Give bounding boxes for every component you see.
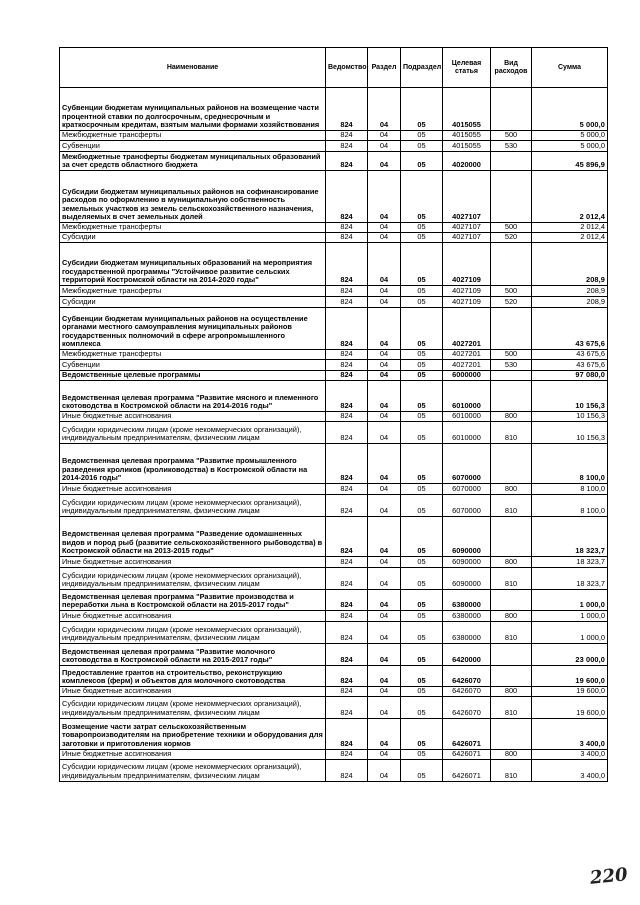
cell-exptype bbox=[491, 152, 532, 171]
cell-name: Межбюджетные трансферты bbox=[60, 286, 326, 297]
cell-sum: 1 000,0 bbox=[532, 622, 608, 644]
table-row bbox=[60, 568, 608, 590]
cell-exptype: 800 bbox=[491, 611, 532, 622]
table-row bbox=[60, 484, 608, 495]
cell-dept: 824 bbox=[326, 233, 368, 243]
cell-exptype: 520 bbox=[491, 233, 532, 243]
cell-exptype: 810 bbox=[491, 422, 532, 444]
cell-subsection: 05 bbox=[401, 88, 443, 131]
cell-name: Субсидии бюджетам муниципальных районов на софинансирование расходов по оформлению в муниципальную собственность земельных участков из земель сельскохозяйственного назначения, выделяемых в счет земельных долей bbox=[60, 171, 326, 223]
cell-section: 04 bbox=[368, 233, 401, 243]
cell-name: Межбюджетные трансферты bbox=[60, 131, 326, 141]
cell-exptype: 500 bbox=[491, 286, 532, 297]
cell-dept: 824 bbox=[326, 141, 368, 152]
cell-sum: 5 000,0 bbox=[532, 88, 608, 131]
cell-exptype: 800 bbox=[491, 412, 532, 422]
cell-section: 04 bbox=[368, 484, 401, 495]
cell-section: 04 bbox=[368, 422, 401, 444]
cell-name: Субсидии юридическим лицам (кроме некоммерческих организаций), индивидуальным предпринимателям, физическим лицам bbox=[60, 622, 326, 644]
cell-sum: 8 100,0 bbox=[532, 484, 608, 495]
cell-exptype bbox=[491, 718, 532, 749]
cell-dept: 824 bbox=[326, 422, 368, 444]
cell-article: 4015055 bbox=[443, 88, 491, 131]
table-row bbox=[60, 360, 608, 371]
table-row bbox=[60, 350, 608, 360]
table-row bbox=[60, 233, 608, 243]
cell-exptype: 520 bbox=[491, 297, 532, 308]
cell-section: 04 bbox=[368, 381, 401, 412]
cell-sum: 5 000,0 bbox=[532, 131, 608, 141]
header-name: Наименование bbox=[60, 48, 326, 88]
cell-article: 6070000 bbox=[443, 484, 491, 495]
cell-exptype bbox=[491, 644, 532, 666]
cell-sum: 3 400,0 bbox=[532, 759, 608, 781]
table-row bbox=[60, 88, 608, 131]
cell-sum: 18 323,7 bbox=[532, 557, 608, 568]
cell-dept: 824 bbox=[326, 644, 368, 666]
header-subsection: Подраздел bbox=[401, 48, 443, 88]
cell-name: Межбюджетные трансферты bbox=[60, 350, 326, 360]
cell-section: 04 bbox=[368, 286, 401, 297]
cell-name: Субвенции бюджетам муниципальных районов на возмещение части процентной ставки по долгосрочным, среднесрочным и краткосрочным кредитам, взятым малыми формами хозяйствования bbox=[60, 88, 326, 131]
cell-sum: 3 400,0 bbox=[532, 749, 608, 759]
cell-sum: 208,9 bbox=[532, 297, 608, 308]
cell-dept: 824 bbox=[326, 171, 368, 223]
cell-dept: 824 bbox=[326, 611, 368, 622]
cell-sum: 8 100,0 bbox=[532, 495, 608, 517]
cell-article: 4027201 bbox=[443, 350, 491, 360]
cell-subsection: 05 bbox=[401, 141, 443, 152]
cell-name: Субсидии юридическим лицам (кроме некоммерческих организаций), индивидуальным предпринимателям, физическим лицам bbox=[60, 759, 326, 781]
budget-table-page bbox=[59, 47, 607, 782]
cell-section: 04 bbox=[368, 718, 401, 749]
cell-section: 04 bbox=[368, 568, 401, 590]
cell-section: 04 bbox=[368, 749, 401, 759]
cell-sum: 1 000,0 bbox=[532, 611, 608, 622]
budget-table bbox=[59, 47, 608, 782]
cell-sum: 2 012,4 bbox=[532, 223, 608, 233]
cell-subsection: 05 bbox=[401, 233, 443, 243]
cell-exptype: 500 bbox=[491, 350, 532, 360]
cell-article: 6426071 bbox=[443, 718, 491, 749]
cell-exptype bbox=[491, 243, 532, 286]
cell-exptype bbox=[491, 444, 532, 484]
cell-subsection: 05 bbox=[401, 590, 443, 611]
table-row bbox=[60, 749, 608, 759]
cell-article: 4015055 bbox=[443, 141, 491, 152]
cell-section: 04 bbox=[368, 171, 401, 223]
cell-subsection: 05 bbox=[401, 484, 443, 495]
cell-name: Иные бюджетные ассигнования bbox=[60, 749, 326, 759]
cell-name: Ведомственная целевая программа "Развитие мясного и племенного скотоводства в Костромской области на 2014-2016 годы" bbox=[60, 381, 326, 412]
cell-article: 6380000 bbox=[443, 590, 491, 611]
cell-dept: 824 bbox=[326, 381, 368, 412]
cell-article: 6010000 bbox=[443, 381, 491, 412]
cell-subsection: 05 bbox=[401, 749, 443, 759]
cell-subsection: 05 bbox=[401, 444, 443, 484]
cell-exptype: 500 bbox=[491, 223, 532, 233]
cell-name: Иные бюджетные ассигнования bbox=[60, 557, 326, 568]
cell-dept: 824 bbox=[326, 360, 368, 371]
cell-article: 4027107 bbox=[443, 233, 491, 243]
cell-section: 04 bbox=[368, 88, 401, 131]
table-row bbox=[60, 412, 608, 422]
cell-name: Межбюджетные трансферты bbox=[60, 223, 326, 233]
cell-sum: 97 080,0 bbox=[532, 371, 608, 381]
cell-article: 6090000 bbox=[443, 557, 491, 568]
cell-dept: 824 bbox=[326, 759, 368, 781]
table-header-row bbox=[60, 48, 608, 88]
cell-exptype: 810 bbox=[491, 696, 532, 718]
cell-subsection: 05 bbox=[401, 422, 443, 444]
cell-dept: 824 bbox=[326, 297, 368, 308]
header-article: Целевая статья bbox=[443, 48, 491, 88]
table-row bbox=[60, 517, 608, 557]
table-row bbox=[60, 687, 608, 697]
cell-dept: 824 bbox=[326, 444, 368, 484]
cell-name: Возмещение части затрат сельскохозяйственным товаропроизводителям на приобретение техники и оборудования для заготовки и приготовления кормов bbox=[60, 718, 326, 749]
cell-exptype: 800 bbox=[491, 557, 532, 568]
cell-subsection: 05 bbox=[401, 412, 443, 422]
cell-sum: 1 000,0 bbox=[532, 590, 608, 611]
cell-dept: 824 bbox=[326, 622, 368, 644]
cell-subsection: 05 bbox=[401, 517, 443, 557]
cell-article: 4027107 bbox=[443, 171, 491, 223]
table-row bbox=[60, 718, 608, 749]
cell-sum: 43 675,6 bbox=[532, 360, 608, 371]
cell-dept: 824 bbox=[326, 517, 368, 557]
cell-subsection: 05 bbox=[401, 171, 443, 223]
table-row bbox=[60, 131, 608, 141]
cell-sum: 19 600,0 bbox=[532, 666, 608, 687]
cell-subsection: 05 bbox=[401, 381, 443, 412]
cell-subsection: 05 bbox=[401, 350, 443, 360]
cell-article: 6380000 bbox=[443, 622, 491, 644]
cell-name: Субсидии bbox=[60, 297, 326, 308]
cell-subsection: 05 bbox=[401, 243, 443, 286]
cell-name: Субсидии юридическим лицам (кроме некоммерческих организаций), индивидуальным предпринимателям, физическим лицам bbox=[60, 495, 326, 517]
cell-dept: 824 bbox=[326, 718, 368, 749]
table-row bbox=[60, 308, 608, 350]
header-dept: Ведомство bbox=[326, 48, 368, 88]
table-row bbox=[60, 297, 608, 308]
cell-sum: 18 323,7 bbox=[532, 517, 608, 557]
table-row bbox=[60, 759, 608, 781]
cell-name: Субсидии юридическим лицам (кроме некоммерческих организаций), индивидуальным предпринимателям, физическим лицам bbox=[60, 568, 326, 590]
cell-sum: 208,9 bbox=[532, 286, 608, 297]
cell-dept: 824 bbox=[326, 223, 368, 233]
cell-exptype: 530 bbox=[491, 141, 532, 152]
header-section: Раздел bbox=[368, 48, 401, 88]
cell-name: Иные бюджетные ассигнования bbox=[60, 484, 326, 495]
cell-dept: 824 bbox=[326, 484, 368, 495]
cell-article: 6426070 bbox=[443, 687, 491, 697]
cell-name: Ведомственная целевая программа "Развитие промышленного разведения кроликов (кролиководства) в Костромской области на 2014-2016 годы" bbox=[60, 444, 326, 484]
cell-dept: 824 bbox=[326, 568, 368, 590]
table-row bbox=[60, 223, 608, 233]
table-row bbox=[60, 371, 608, 381]
table-row bbox=[60, 152, 608, 171]
header-exptype: Вид расходов bbox=[491, 48, 532, 88]
cell-subsection: 05 bbox=[401, 644, 443, 666]
cell-exptype bbox=[491, 517, 532, 557]
cell-article: 6070000 bbox=[443, 495, 491, 517]
cell-exptype: 810 bbox=[491, 568, 532, 590]
cell-name: Субсидии бюджетам муниципальных образований на мероприятия государственной программы "Устойчивое развитие сельских территорий Костромской области на 2014-2020 годы" bbox=[60, 243, 326, 286]
cell-section: 04 bbox=[368, 611, 401, 622]
cell-sum: 208,9 bbox=[532, 243, 608, 286]
cell-section: 04 bbox=[368, 412, 401, 422]
table-row bbox=[60, 666, 608, 687]
cell-subsection: 05 bbox=[401, 308, 443, 350]
cell-dept: 824 bbox=[326, 666, 368, 687]
cell-exptype: 800 bbox=[491, 749, 532, 759]
cell-dept: 824 bbox=[326, 696, 368, 718]
cell-article: 4020000 bbox=[443, 152, 491, 171]
table-row bbox=[60, 243, 608, 286]
cell-section: 04 bbox=[368, 444, 401, 484]
cell-sum: 43 675,6 bbox=[532, 350, 608, 360]
cell-exptype bbox=[491, 371, 532, 381]
cell-subsection: 05 bbox=[401, 131, 443, 141]
cell-article: 4027109 bbox=[443, 243, 491, 286]
cell-article: 6010000 bbox=[443, 422, 491, 444]
cell-subsection: 05 bbox=[401, 622, 443, 644]
table-row bbox=[60, 422, 608, 444]
cell-section: 04 bbox=[368, 590, 401, 611]
cell-article: 6000000 bbox=[443, 371, 491, 381]
cell-article: 6010000 bbox=[443, 412, 491, 422]
cell-subsection: 05 bbox=[401, 611, 443, 622]
cell-exptype bbox=[491, 590, 532, 611]
cell-sum: 8 100,0 bbox=[532, 444, 608, 484]
cell-subsection: 05 bbox=[401, 666, 443, 687]
cell-subsection: 05 bbox=[401, 568, 443, 590]
cell-section: 04 bbox=[368, 360, 401, 371]
cell-section: 04 bbox=[368, 350, 401, 360]
cell-subsection: 05 bbox=[401, 557, 443, 568]
cell-sum: 23 000,0 bbox=[532, 644, 608, 666]
cell-exptype bbox=[491, 171, 532, 223]
cell-section: 04 bbox=[368, 131, 401, 141]
cell-dept: 824 bbox=[326, 557, 368, 568]
cell-exptype bbox=[491, 381, 532, 412]
cell-name: Ведомственные целевые программы bbox=[60, 371, 326, 381]
cell-section: 04 bbox=[368, 687, 401, 697]
table-row bbox=[60, 495, 608, 517]
cell-dept: 824 bbox=[326, 371, 368, 381]
cell-exptype: 810 bbox=[491, 495, 532, 517]
cell-section: 04 bbox=[368, 141, 401, 152]
cell-article: 6426071 bbox=[443, 759, 491, 781]
cell-section: 04 bbox=[368, 759, 401, 781]
cell-section: 04 bbox=[368, 371, 401, 381]
cell-exptype bbox=[491, 308, 532, 350]
cell-subsection: 05 bbox=[401, 759, 443, 781]
cell-dept: 824 bbox=[326, 286, 368, 297]
table-body bbox=[60, 88, 608, 782]
table-row bbox=[60, 557, 608, 568]
cell-sum: 19 600,0 bbox=[532, 687, 608, 697]
cell-exptype: 500 bbox=[491, 131, 532, 141]
cell-subsection: 05 bbox=[401, 152, 443, 171]
cell-dept: 824 bbox=[326, 243, 368, 286]
cell-sum: 45 896,9 bbox=[532, 152, 608, 171]
cell-exptype: 810 bbox=[491, 622, 532, 644]
cell-section: 04 bbox=[368, 152, 401, 171]
cell-article: 4027201 bbox=[443, 308, 491, 350]
cell-dept: 824 bbox=[326, 687, 368, 697]
cell-subsection: 05 bbox=[401, 687, 443, 697]
cell-subsection: 05 bbox=[401, 371, 443, 381]
cell-sum: 10 156,3 bbox=[532, 381, 608, 412]
page-number: 220 bbox=[589, 864, 629, 889]
cell-article: 6426070 bbox=[443, 666, 491, 687]
cell-subsection: 05 bbox=[401, 495, 443, 517]
cell-name: Ведомственная целевая программа "Разведение одомашненных видов и пород рыб (развитие сельскохозяйственного рыбоводства) в Костромской области на 2013-2015 годы" bbox=[60, 517, 326, 557]
table-row bbox=[60, 611, 608, 622]
table-row bbox=[60, 286, 608, 297]
table-row bbox=[60, 141, 608, 152]
cell-name: Ведомственная целевая программа "Развитие молочного скотоводства в Костромской области на 2015-2017 годы" bbox=[60, 644, 326, 666]
cell-article: 6090000 bbox=[443, 517, 491, 557]
cell-sum: 19 600,0 bbox=[532, 696, 608, 718]
cell-article: 6426071 bbox=[443, 749, 491, 759]
cell-section: 04 bbox=[368, 644, 401, 666]
cell-sum: 43 675,6 bbox=[532, 308, 608, 350]
table-row bbox=[60, 590, 608, 611]
cell-dept: 824 bbox=[326, 152, 368, 171]
cell-exptype: 530 bbox=[491, 360, 532, 371]
cell-article: 6070000 bbox=[443, 444, 491, 484]
cell-name: Иные бюджетные ассигнования bbox=[60, 412, 326, 422]
cell-article: 4027109 bbox=[443, 286, 491, 297]
cell-section: 04 bbox=[368, 696, 401, 718]
cell-name: Субвенции бюджетам муниципальных районов на осуществление органами местного самоуправления муниципальных районов государственных полномочий в сфере агропромышленного комплекса bbox=[60, 308, 326, 350]
table-row bbox=[60, 696, 608, 718]
cell-article: 4027201 bbox=[443, 360, 491, 371]
cell-section: 04 bbox=[368, 243, 401, 286]
cell-subsection: 05 bbox=[401, 360, 443, 371]
cell-dept: 824 bbox=[326, 350, 368, 360]
cell-section: 04 bbox=[368, 308, 401, 350]
cell-dept: 824 bbox=[326, 749, 368, 759]
cell-exptype: 800 bbox=[491, 687, 532, 697]
cell-subsection: 05 bbox=[401, 286, 443, 297]
cell-exptype bbox=[491, 666, 532, 687]
table-row bbox=[60, 622, 608, 644]
cell-exptype: 810 bbox=[491, 759, 532, 781]
cell-name: Предоставление грантов на строительство, реконструкцию комплексов (ферм) и объектов для молочного скотоводства bbox=[60, 666, 326, 687]
cell-subsection: 05 bbox=[401, 297, 443, 308]
cell-subsection: 05 bbox=[401, 696, 443, 718]
cell-dept: 824 bbox=[326, 88, 368, 131]
cell-exptype: 800 bbox=[491, 484, 532, 495]
cell-dept: 824 bbox=[326, 590, 368, 611]
cell-section: 04 bbox=[368, 666, 401, 687]
cell-section: 04 bbox=[368, 557, 401, 568]
cell-name: Субвенции bbox=[60, 141, 326, 152]
cell-sum: 2 012,4 bbox=[532, 233, 608, 243]
cell-section: 04 bbox=[368, 223, 401, 233]
cell-exptype bbox=[491, 88, 532, 131]
cell-sum: 10 156,3 bbox=[532, 422, 608, 444]
cell-section: 04 bbox=[368, 622, 401, 644]
cell-name: Иные бюджетные ассигнования bbox=[60, 611, 326, 622]
cell-dept: 824 bbox=[326, 308, 368, 350]
cell-subsection: 05 bbox=[401, 223, 443, 233]
cell-dept: 824 bbox=[326, 495, 368, 517]
cell-subsection: 05 bbox=[401, 718, 443, 749]
cell-article: 4027107 bbox=[443, 223, 491, 233]
cell-dept: 824 bbox=[326, 412, 368, 422]
cell-section: 04 bbox=[368, 517, 401, 557]
cell-article: 4015055 bbox=[443, 131, 491, 141]
cell-article: 6090000 bbox=[443, 568, 491, 590]
cell-dept: 824 bbox=[326, 131, 368, 141]
cell-section: 04 bbox=[368, 495, 401, 517]
cell-article: 6420000 bbox=[443, 644, 491, 666]
cell-sum: 18 323,7 bbox=[532, 568, 608, 590]
cell-sum: 5 000,0 bbox=[532, 141, 608, 152]
cell-article: 6380000 bbox=[443, 611, 491, 622]
cell-name: Субвенции bbox=[60, 360, 326, 371]
table-row bbox=[60, 444, 608, 484]
cell-sum: 2 012,4 bbox=[532, 171, 608, 223]
cell-name: Межбюджетные трансферты бюджетам муниципальных образований за счет средств областного бюджета bbox=[60, 152, 326, 171]
cell-sum: 3 400,0 bbox=[532, 718, 608, 749]
cell-sum: 10 156,3 bbox=[532, 412, 608, 422]
header-sum: Сумма bbox=[532, 48, 608, 88]
table-row bbox=[60, 381, 608, 412]
table-row bbox=[60, 171, 608, 223]
cell-name: Ведомственная целевая программа "Развитие производства и переработки льна в Костромской области на 2015-2017 годы" bbox=[60, 590, 326, 611]
cell-name: Субсидии юридическим лицам (кроме некоммерческих организаций), индивидуальным предпринимателям, физическим лицам bbox=[60, 696, 326, 718]
cell-section: 04 bbox=[368, 297, 401, 308]
cell-name: Иные бюджетные ассигнования bbox=[60, 687, 326, 697]
table-row bbox=[60, 644, 608, 666]
cell-name: Субсидии юридическим лицам (кроме некоммерческих организаций), индивидуальным предпринимателям, физическим лицам bbox=[60, 422, 326, 444]
cell-article: 6426070 bbox=[443, 696, 491, 718]
cell-name: Субсидии bbox=[60, 233, 326, 243]
cell-article: 4027109 bbox=[443, 297, 491, 308]
